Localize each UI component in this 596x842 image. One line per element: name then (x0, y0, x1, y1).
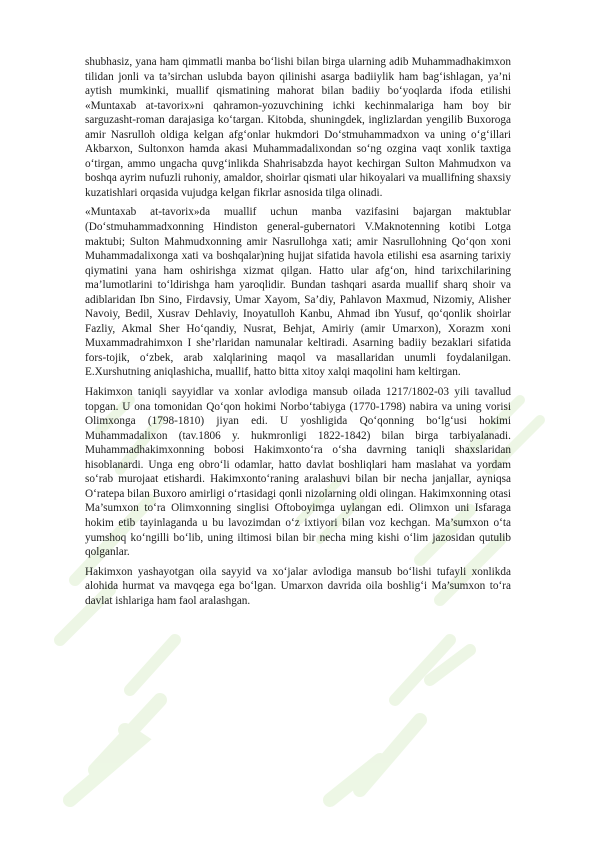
paragraph-4: Hakimxon yashayotgan oila sayyid va xo‘jalar avlodiga mansub bo‘lishi tufayli xonlikda alohida hurmat va mavqega ega bo‘lgan. Umarxon davrida oila boshlig‘i Ma’sumxon to‘ra davlat ishlariga ham faol aralashgan. (85, 565, 511, 607)
paragraph-1: shubhasiz, yana ham qimmatli manba bo‘lishi bilan birga ularning adib Muhammadhakimxon tilidan jonli va ta’sirchan uslubda bayon qilinishi asarga badiiylik ham bag‘ishlagan, ya’ni aytish mumkinki, muallif qismatining mahorat bilan badiiy bo‘yoqlarda ifoda etilishi «Muntaxab at-tavorix»ni qahramon-yozuvchining ichki kechinmalariga ham boy bir sarguzasht-roman darajasiga ko‘targan. Kitobda, shuningdek, inglizlardan yengilib Buxoroga amir Nasrulloh oldiga kelgan afg‘onlar hukmdori Do‘stmuhammadxon va uning o‘g‘illari Akbarxon, Sultonxon hamda akasi Muhammadalixondan so‘ng ozgina vaqt xonlik taxtiga o‘tirgan, ammo ungacha quvg‘inlikda Shahrisabzda hayot kechirgan Sulton Mahmudxon va boshqa ayrim nufuzli ruhoniy, amaldor, shoirlar qismati ular hikoyalari va muallifning shaxsiy kuzatishlari orqasida vujudga kelgan fikrlar asnosida tilga olinadi. (85, 56, 511, 199)
paragraph-2: «Muntaxab at-tavorix»da muallif uchun manba vazifasini bajargan maktublar (Do‘stmuhammadxonning Hindiston general-gubernatori V.Maknotenning kotibi Lotga maktubi; Sulton Mahmudxonning amir Nasrullohga xati; amir Nasrullohning Qo‘qon xoni Muhammadalixonga xati va boshqalar)ning hujjat sifatida havola etilishi esa asarning tarixiy qiymatini yana ham oshirishga xizmat qilgan. Hatto ular afg‘on, hind tarixchilarining ma’lumotlarini to‘ldirishga ham yaroqlidir. Bundan tashqari asarda muallif sharq shoir va adiblaridan Ibn Sino, Firdavsiy, Umar Xayom, Sa’diy, Pahlavon Maxmud, Nizomiy, Alisher Navoiy, Bedil, Xusrav Dehlaviy, Inoyatulloh Kanbu, Ahmad ibn Yusuf, qo‘qonlik shoirlar Fazliy, Akmal Sher Ho‘qandiy, Nusrat, Behjat, Amiriy (amir Umarxon), Xorazm xoni Muxammadrahimxon I she’rlaridan namunalar keltiradi. Asarning badiiy bezaklari sifatida fors-tojik, o‘zbek, arab xalqlarining maqol va masallaridan unumli foydalanilgan. E.Xurshutning aniqlashicha, muallif, hatto bitta xitoy xalqi maqolini ham keltirgan. (85, 206, 511, 379)
paragraph-3: Hakimxon taniqli sayyidlar va xonlar avlodiga mansub oilada 1217/1802-03 yili tavallud topgan. U ona tomonidan Qo‘qon hokimi Norbo‘tabiyga (1770-1798) nabira va uning vorisi Olimxonga (1798-1810) jiyan edi. U yoshligida Qo‘qonning bo‘lg‘usi hokimi Muhammadalixon (tav.1806 y. hukmronligi 1822-1842) bilan birga tarbiyalanadi. Muhammadhakimxonning bobosi Hakimxonto‘ra o‘sha davrning taniqli shaxslaridan hisoblanardi. Unga eng obro‘li odamlar, hatto davlat boshliqlari ham maslahat va yordam so‘rab murojaat etishardi. Hakimxonto‘raning aralashuvi bilan bir necha janjallar, ayniqsa O‘ratepa bilan Buxoro amirligi o‘rtasidagi qonli nizolarning oldi olingan. Hakimxonning otasi Ma’sumxon to‘ra Olimxonning singlisi Oftoboyimga uylangan edi. Olimxon uni Isfaraga hokim etib tayinlaganda u bu lavozimdan o‘z ixtiyori bilan voz kechgan. Ma’sumxon o‘ta yumshoq ko‘ngilli bo‘lib, uning iltimosi bilan bir necha ming kishi o‘lim jazosidan qutulib qolganlar. (85, 386, 511, 559)
document-page (85, 55, 511, 613)
